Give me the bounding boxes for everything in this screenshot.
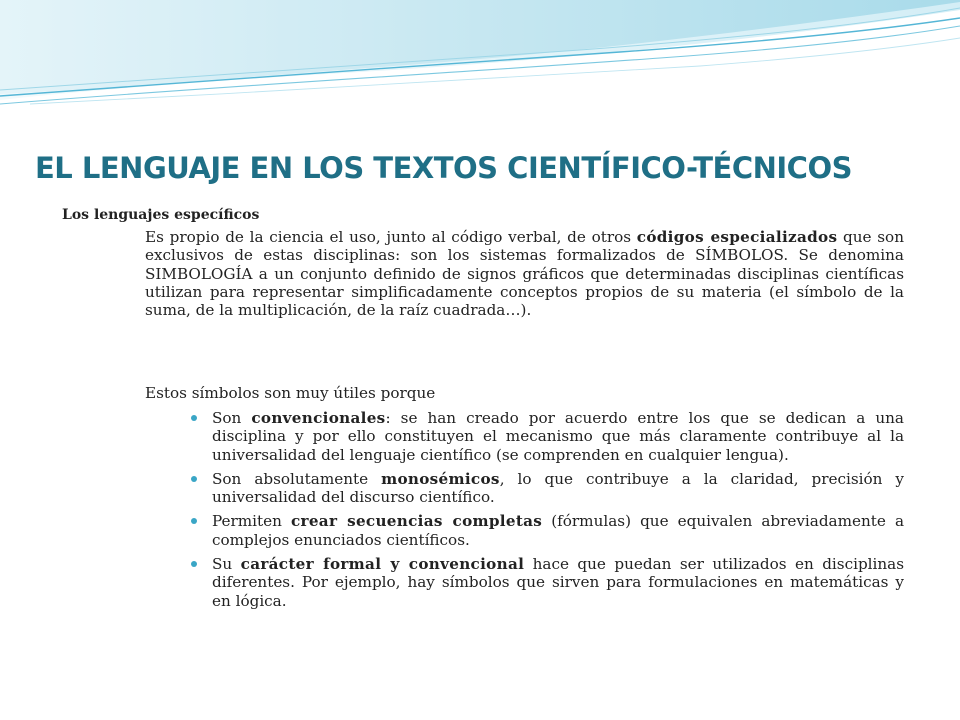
bullet-text: Son absolutamente: [212, 469, 382, 488]
bullet-item-caracter-formal: [190, 555, 904, 610]
bullets-lead-text: Estos símbolos son muy útiles porque: [145, 384, 436, 402]
bullet-text: hace que puedan ser utilizados en disciplinas diferentes. Por ejemplo, hay símbolos que sirven para formulaciones en matemáticas y en lógica.: [212, 555, 905, 610]
bullet-text: Son: [212, 409, 252, 427]
bullet-item-convencionales: [190, 409, 904, 464]
bullet-bold: carácter formal y convencional: [240, 555, 525, 574]
bullet-bold: convencionales: [251, 409, 386, 427]
bullet-item-monosemicos: [190, 470, 904, 507]
intro-paragraph: [145, 228, 904, 319]
bullet-text: Permiten: [212, 512, 291, 531]
bullet-dot-icon: [191, 518, 197, 524]
bullet-dot-icon: [191, 415, 197, 421]
bullet-list: [190, 409, 904, 616]
bullet-bold: monosémicos: [381, 469, 500, 488]
slide-title: EL LENGUAJE EN LOS TEXTOS CIENTÍFICO-TÉCNICOS: [35, 151, 852, 185]
intro-text-1: Es propio de la ciencia el uso, junto al código verbal, de otros: [145, 228, 637, 246]
bullet-text: , lo que contribuye a la claridad, precisión y universalidad del discurso científico.: [212, 469, 904, 507]
bullet-text: : se han creado por acuerdo entre los que se dedican a una disciplina y por ello constituyen el mecanismo que más claramente contribuye al la universalidad del lenguaje científico (se comprenden en cualquier lengua).: [212, 409, 904, 464]
bullet-bold: crear secuencias completas: [291, 512, 543, 531]
header-wave-decoration: [0, 0, 960, 130]
bullet-text: (fórmulas) que equivalen abreviadamente a complejos enunciados científicos.: [212, 512, 905, 549]
bullet-item-secuencias: [190, 512, 904, 549]
intro-text-2: que son exclusivos de estas disciplinas: son los sistemas formalizados de SÍMBOLOS. Se denomina SIMBOLOGÍA a un conjunto definido de signos gráficos que determinadas disciplinas científicas utilizan para representar simplificadamente conceptos propios de su materia (el símbolo de la suma, de la multiplicación, de la raíz cuadrada…).: [145, 228, 904, 320]
slide-subtitle: Los lenguajes específicos: [62, 207, 260, 223]
intro-bold-codigos: códigos especializados: [636, 228, 838, 246]
bullet-text: Su: [212, 555, 241, 574]
bullet-dot-icon: [191, 476, 197, 482]
bullet-dot-icon: [191, 561, 197, 567]
